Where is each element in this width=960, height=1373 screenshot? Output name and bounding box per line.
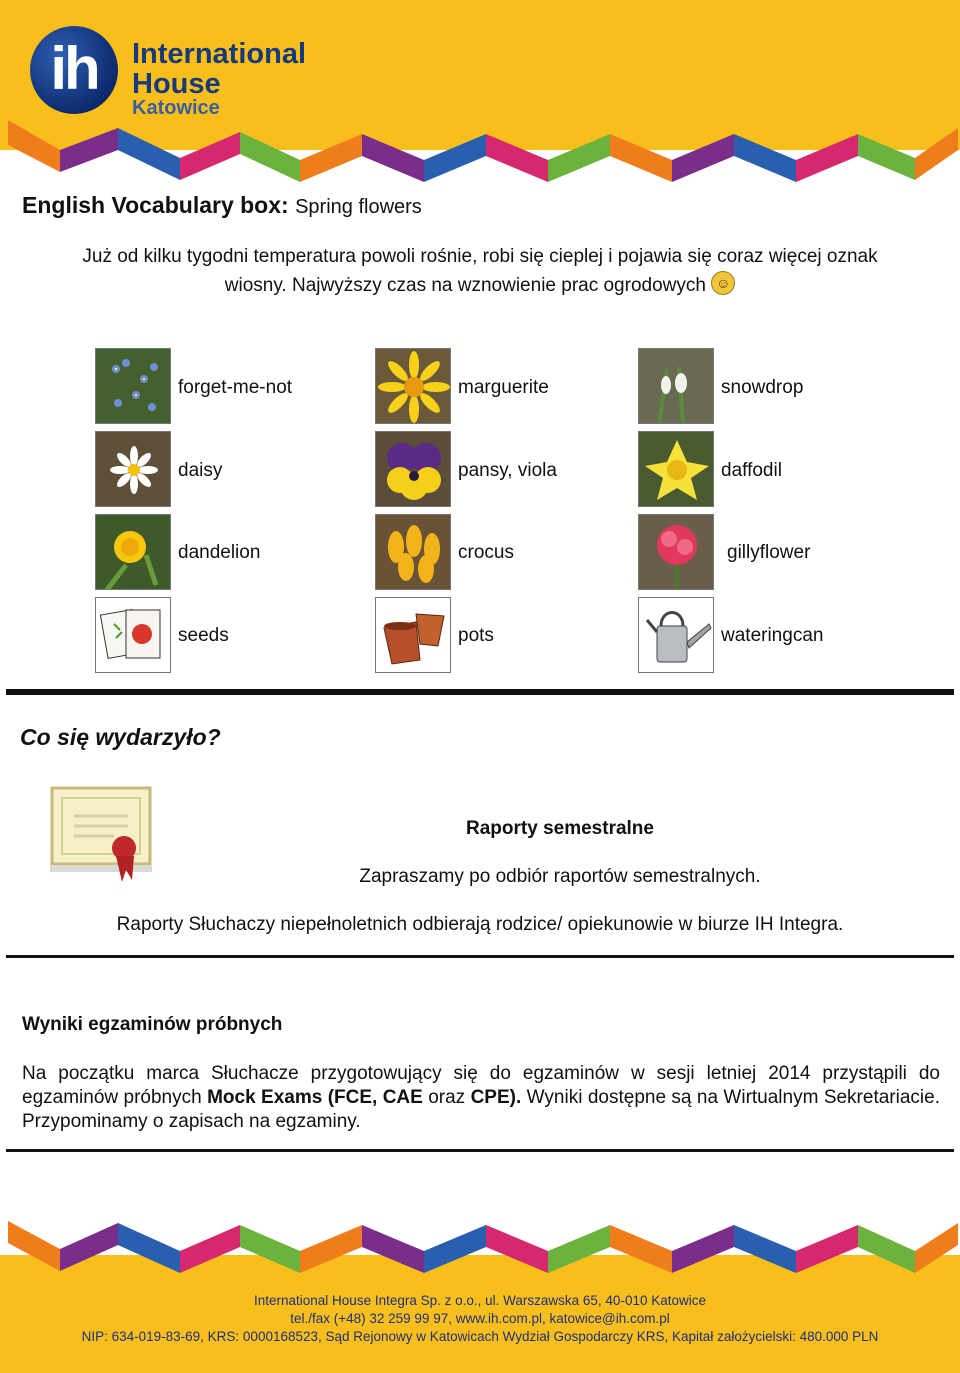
logo-text-international: International: [132, 38, 307, 70]
footer-contact: tel./fax (+48) 32 259 99 97, www.ih.com.pl, katowice@ih.com.pl: [290, 1311, 670, 1326]
vocab-label: marguerite: [458, 377, 549, 398]
exams-heading: Wyniki egzaminów próbnych: [22, 1014, 283, 1035]
intro-line-2: wiosny. Najwyższy czas na wznowienie prac ogrodowych: [224, 275, 706, 296]
reports-text-1: Zapraszamy po odbiór raportów semestralnych.: [359, 866, 761, 887]
reports-title: Raporty semestralne: [466, 818, 654, 839]
events-heading: Co się wydarzyło?: [20, 724, 221, 750]
vocab-label: dandelion: [178, 542, 261, 563]
vocab-label: crocus: [458, 542, 514, 563]
pansy-image: [375, 431, 451, 507]
vocab-label: daisy: [178, 460, 223, 481]
daisy-image: [95, 431, 171, 507]
vocab-title: English Vocabulary box:: [22, 192, 289, 218]
exams-text-1: Na początku marca Słuchacze przygotowujący się do egzaminów w sesji letniej 2014 przystąpili do egzaminów próbnych: [22, 1063, 940, 1108]
vocab-label: snowdrop: [721, 377, 804, 398]
vocab-label: gillyflower: [727, 542, 811, 563]
exams-bold-2: CPE).: [470, 1087, 522, 1108]
exams-bold-1: Mock Exams (FCE, CAE: [207, 1087, 423, 1108]
forget-me-not-image: [95, 348, 171, 424]
seeds-image: [95, 597, 171, 673]
reports-text-2: Raporty Słuchaczy niepełnoletnich odbierają rodzice/ opiekunowie w biurze IH Integra.: [116, 914, 844, 935]
marguerite-image: [375, 348, 451, 424]
vocab-label: pansy, viola: [458, 460, 557, 481]
vocab-subtitle: Spring flowers: [295, 196, 422, 218]
vocab-label: wateringcan: [721, 625, 824, 646]
crocus-image: [375, 514, 451, 590]
snowdrop-image: [638, 348, 714, 424]
certificate-icon: [48, 782, 154, 886]
section-divider: [6, 689, 954, 695]
gillyflower-image: [638, 514, 714, 590]
dandelion-image: [95, 514, 171, 590]
intro-line-1: Już od kilku tygodni temperatura powoli rośnie, robi się cieplej i pojawia się coraz więcej oznak: [82, 246, 878, 267]
section-divider: [6, 955, 954, 958]
vocab-intro: [40, 242, 920, 300]
section-divider: [6, 1149, 954, 1152]
vocab-label: seeds: [178, 625, 229, 646]
vocab-label: pots: [458, 625, 494, 646]
logo-mark: ih: [50, 35, 98, 102]
footer-registration: NIP: 634-019-83-69, KRS: 0000168523, Sąd Rejonowy w Katowicach Wydział Gospodarczy KRS, Kapitał założycielski: 480.000 PLN: [81, 1329, 879, 1344]
vocab-heading: [22, 192, 422, 219]
pots-image: [375, 597, 451, 673]
vocab-label: daffodil: [721, 460, 782, 481]
daffodil-image: [638, 431, 714, 507]
exams-text-3: Wyniki dostępne są na Wirtualnym Sekretariacie. Przypominamy o zapisach na egzaminy.: [22, 1087, 940, 1132]
footer-address: International House Integra Sp. z o.o., ul. Warszawska 65, 40-010 Katowice: [254, 1293, 706, 1308]
exams-paragraph: [22, 1062, 940, 1134]
exams-text-2: oraz: [422, 1087, 471, 1108]
smiley-icon: ☺: [711, 271, 735, 295]
wateringcan-image: [638, 597, 714, 673]
logo-text-house: House: [132, 68, 221, 100]
logo-text-city: Katowice: [132, 97, 220, 119]
vocab-label: forget-me-not: [178, 377, 293, 398]
